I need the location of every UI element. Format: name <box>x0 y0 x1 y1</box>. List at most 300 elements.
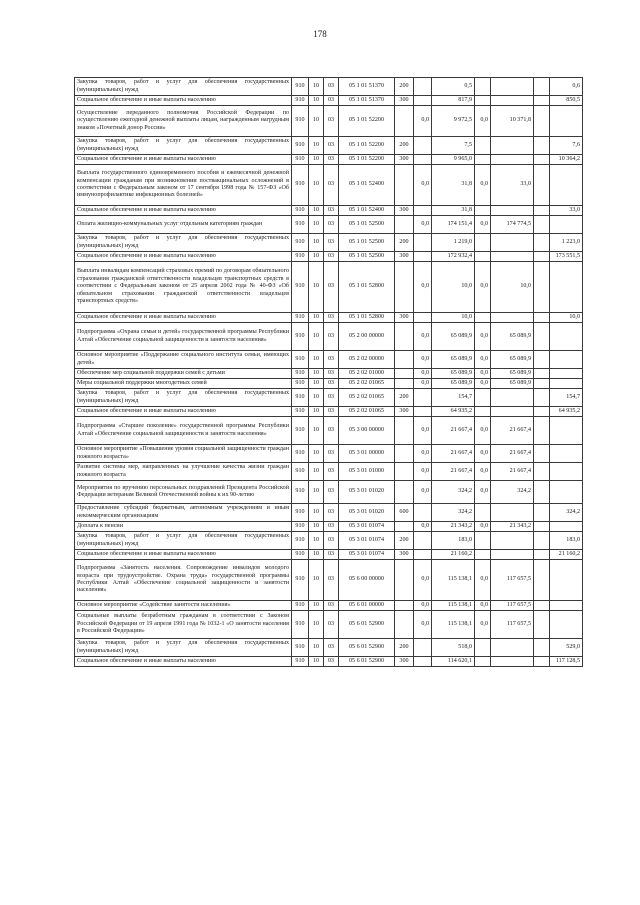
page-number: 178 <box>313 29 327 39</box>
cell-amount-5 <box>534 216 550 234</box>
cell-amount-2: 174 151,4 <box>432 216 475 234</box>
cell-expense-type <box>395 611 414 639</box>
cell-amount-3 <box>475 550 491 560</box>
cell-target-article: 05 3 01 01000 <box>339 463 395 481</box>
cell-amount-1: 0,0 <box>414 445 432 463</box>
cell-subsection: 03 <box>324 379 339 389</box>
cell-amount-1 <box>414 206 432 216</box>
cell-amount-6: 529,0 <box>550 639 583 657</box>
cell-grbs: 910 <box>292 351 309 369</box>
table-row <box>75 657 583 667</box>
cell-subsection: 03 <box>324 313 339 323</box>
cell-amount-4: 117 657,5 <box>491 601 534 611</box>
cell-expense-type <box>395 106 414 137</box>
cell-name: Закупка товаров, работ и услуг для обеспечения государственных (муниципальных) нужд <box>75 137 292 155</box>
cell-amount-5 <box>534 234 550 252</box>
cell-amount-5 <box>534 417 550 445</box>
cell-amount-5 <box>534 78 550 96</box>
cell-amount-5 <box>534 252 550 262</box>
cell-amount-1 <box>414 96 432 106</box>
cell-grbs: 910 <box>292 560 309 601</box>
cell-grbs: 910 <box>292 639 309 657</box>
cell-amount-4 <box>491 96 534 106</box>
cell-name: Выплата государственного единовременного пособия и ежемесячной денежной компенсации гражданам при возникновении поствакцинальных осложнений в соответствии с Федеральным законом от 17 сентября 1998 года № 157-ФЗ «Об иммунопрофилактике инфекционных болезней» <box>75 165 292 206</box>
cell-amount-4 <box>491 532 534 550</box>
cell-section: 10 <box>309 351 324 369</box>
cell-amount-4: 21 343,2 <box>491 522 534 532</box>
cell-section: 10 <box>309 639 324 657</box>
cell-amount-3: 0,0 <box>475 262 491 313</box>
cell-section: 10 <box>309 155 324 165</box>
cell-subsection: 03 <box>324 234 339 252</box>
cell-amount-1: 0,0 <box>414 417 432 445</box>
table-row <box>75 639 583 657</box>
cell-section: 10 <box>309 522 324 532</box>
cell-amount-3: 0,0 <box>475 601 491 611</box>
cell-expense-type <box>395 463 414 481</box>
cell-subsection: 03 <box>324 657 339 667</box>
cell-name: Развитие системы мер, направленных на улучшение качества жизни граждан пожилого возраста <box>75 463 292 481</box>
cell-amount-4: 65 089,9 <box>491 379 534 389</box>
cell-amount-6 <box>550 262 583 313</box>
cell-amount-3: 0,0 <box>475 369 491 379</box>
cell-expense-type: 300 <box>395 252 414 262</box>
cell-amount-2: 154,7 <box>432 389 475 407</box>
cell-grbs: 910 <box>292 369 309 379</box>
cell-subsection: 03 <box>324 262 339 313</box>
cell-amount-1 <box>414 550 432 560</box>
cell-expense-type: 300 <box>395 96 414 106</box>
cell-section: 10 <box>309 481 324 504</box>
cell-expense-type <box>395 165 414 206</box>
cell-target-article: 05 1 01 52800 <box>339 313 395 323</box>
cell-amount-5 <box>534 463 550 481</box>
cell-amount-5 <box>534 532 550 550</box>
cell-amount-5 <box>534 262 550 313</box>
cell-name: Основное мероприятие «Содействие занятости населения» <box>75 601 292 611</box>
cell-amount-6 <box>550 369 583 379</box>
cell-grbs: 910 <box>292 504 309 522</box>
cell-amount-2: 10,0 <box>432 313 475 323</box>
cell-subsection: 03 <box>324 560 339 601</box>
cell-amount-2: 31,8 <box>432 206 475 216</box>
cell-amount-3 <box>475 234 491 252</box>
cell-target-article: 05 6 01 52900 <box>339 611 395 639</box>
cell-target-article: 05 6 01 00000 <box>339 601 395 611</box>
cell-subsection: 03 <box>324 106 339 137</box>
cell-amount-5 <box>534 379 550 389</box>
table-row <box>75 379 583 389</box>
cell-target-article: 05 3 01 01074 <box>339 550 395 560</box>
cell-section: 10 <box>309 96 324 106</box>
cell-subsection: 03 <box>324 389 339 407</box>
cell-amount-4: 21 667,4 <box>491 445 534 463</box>
cell-name: Подпрограмма «Охрана семьи и детей» государственной программы Республики Алтай «Обеспечение социальной защищенности и занятости населения» <box>75 323 292 351</box>
cell-subsection: 03 <box>324 206 339 216</box>
cell-name: Закупка товаров, работ и услуг для обеспечения государственных (муниципальных) нужд <box>75 639 292 657</box>
cell-amount-3: 0,0 <box>475 611 491 639</box>
cell-amount-6 <box>550 379 583 389</box>
cell-subsection: 03 <box>324 165 339 206</box>
cell-grbs: 910 <box>292 137 309 155</box>
cell-amount-2: 21 343,2 <box>432 522 475 532</box>
cell-subsection: 03 <box>324 550 339 560</box>
cell-amount-6 <box>550 522 583 532</box>
cell-section: 10 <box>309 323 324 351</box>
cell-amount-4 <box>491 407 534 417</box>
cell-grbs: 910 <box>292 252 309 262</box>
cell-subsection: 03 <box>324 611 339 639</box>
cell-section: 10 <box>309 379 324 389</box>
cell-amount-6 <box>550 445 583 463</box>
cell-grbs: 910 <box>292 550 309 560</box>
cell-subsection: 03 <box>324 369 339 379</box>
table-row <box>75 137 583 155</box>
cell-amount-6: 7,6 <box>550 137 583 155</box>
cell-amount-5 <box>534 389 550 407</box>
table-row <box>75 560 583 601</box>
cell-amount-1 <box>414 78 432 96</box>
cell-amount-2: 7,5 <box>432 137 475 155</box>
cell-amount-4 <box>491 252 534 262</box>
cell-grbs: 910 <box>292 407 309 417</box>
cell-amount-6: 183,0 <box>550 532 583 550</box>
cell-expense-type: 300 <box>395 206 414 216</box>
cell-amount-1 <box>414 532 432 550</box>
cell-amount-5 <box>534 137 550 155</box>
cell-amount-6 <box>550 323 583 351</box>
cell-amount-2: 9 965,0 <box>432 155 475 165</box>
cell-amount-4 <box>491 313 534 323</box>
cell-subsection: 03 <box>324 155 339 165</box>
cell-grbs: 910 <box>292 611 309 639</box>
cell-expense-type <box>395 379 414 389</box>
cell-amount-3 <box>475 206 491 216</box>
table-row <box>75 417 583 445</box>
cell-amount-5 <box>534 522 550 532</box>
cell-amount-4 <box>491 389 534 407</box>
cell-amount-1: 0,0 <box>414 106 432 137</box>
cell-amount-1 <box>414 639 432 657</box>
cell-grbs: 910 <box>292 106 309 137</box>
cell-target-article: 05 1 01 52400 <box>339 206 395 216</box>
cell-expense-type <box>395 417 414 445</box>
cell-amount-1: 0,0 <box>414 379 432 389</box>
cell-target-article: 05 1 01 52400 <box>339 165 395 206</box>
cell-amount-6: 1 223,0 <box>550 234 583 252</box>
cell-name: Социальное обеспечение и иные выплаты населению <box>75 155 292 165</box>
cell-amount-6: 850,5 <box>550 96 583 106</box>
table-row <box>75 369 583 379</box>
cell-amount-3 <box>475 313 491 323</box>
cell-amount-2: 114 620,1 <box>432 657 475 667</box>
cell-amount-2: 21 667,4 <box>432 463 475 481</box>
cell-amount-3: 0,0 <box>475 351 491 369</box>
table-row <box>75 522 583 532</box>
table-row <box>75 481 583 504</box>
cell-name: Социальное обеспечение и иные выплаты населению <box>75 252 292 262</box>
cell-amount-1 <box>414 155 432 165</box>
cell-target-article: 05 2 02 00000 <box>339 351 395 369</box>
cell-name: Подпрограмма «Занятость населения. Сопровождение инвалидов молодого возраста при трудоустройстве. Охрана труда» государственной программы Республики Алтай «Обеспечение социальной защищенности и занятости населения» <box>75 560 292 601</box>
cell-amount-5 <box>534 206 550 216</box>
cell-name: Мероприятия по вручению персональных поздравлений Президента Российской Федерации ветеранам Великой Отечественной войны к их 90-летию <box>75 481 292 504</box>
cell-name: Предоставление субсидий бюджетным, автономным учреждениям и иным некоммерческим организациям <box>75 504 292 522</box>
cell-subsection: 03 <box>324 252 339 262</box>
cell-target-article: 05 1 01 52800 <box>339 262 395 313</box>
cell-section: 10 <box>309 657 324 667</box>
table-row <box>75 463 583 481</box>
cell-name: Обеспечение мер социальной поддержки семей с детьми <box>75 369 292 379</box>
cell-amount-1: 0,0 <box>414 369 432 379</box>
cell-amount-3: 0,0 <box>475 417 491 445</box>
cell-amount-2: 65 089,9 <box>432 379 475 389</box>
cell-amount-2: 817,9 <box>432 96 475 106</box>
cell-grbs: 910 <box>292 234 309 252</box>
cell-expense-type: 300 <box>395 155 414 165</box>
cell-grbs: 910 <box>292 522 309 532</box>
cell-grbs: 910 <box>292 532 309 550</box>
cell-expense-type: 200 <box>395 234 414 252</box>
cell-amount-1: 0,0 <box>414 522 432 532</box>
cell-amount-5 <box>534 106 550 137</box>
cell-amount-6 <box>550 417 583 445</box>
cell-amount-2: 518,0 <box>432 639 475 657</box>
cell-section: 10 <box>309 463 324 481</box>
cell-amount-4: 21 667,4 <box>491 417 534 445</box>
cell-amount-6 <box>550 165 583 206</box>
cell-amount-5 <box>534 601 550 611</box>
cell-subsection: 03 <box>324 323 339 351</box>
cell-amount-3 <box>475 639 491 657</box>
cell-target-article: 05 1 01 52200 <box>339 106 395 137</box>
cell-amount-6: 21 160,2 <box>550 550 583 560</box>
cell-subsection: 03 <box>324 532 339 550</box>
cell-amount-4: 117 657,5 <box>491 611 534 639</box>
cell-amount-2: 10,0 <box>432 262 475 313</box>
cell-amount-3: 0,0 <box>475 216 491 234</box>
cell-amount-5 <box>534 481 550 504</box>
cell-amount-5 <box>534 351 550 369</box>
cell-section: 10 <box>309 369 324 379</box>
cell-name: Закупка товаров, работ и услуг для обеспечения государственных (муниципальных) нужд <box>75 234 292 252</box>
cell-amount-3: 0,0 <box>475 481 491 504</box>
cell-target-article: 05 3 01 00000 <box>339 445 395 463</box>
cell-subsection: 03 <box>324 445 339 463</box>
cell-target-article: 05 3 01 01020 <box>339 504 395 522</box>
cell-amount-6 <box>550 601 583 611</box>
cell-target-article: 05 1 01 52500 <box>339 252 395 262</box>
cell-name: Социальное обеспечение и иные выплаты населению <box>75 96 292 106</box>
cell-name: Основное мероприятие «Поддержание социального института семьи, имеющих детей» <box>75 351 292 369</box>
cell-expense-type: 200 <box>395 532 414 550</box>
cell-amount-2: 21 160,2 <box>432 550 475 560</box>
cell-amount-4: 324,2 <box>491 481 534 504</box>
cell-amount-4: 65 089,9 <box>491 369 534 379</box>
cell-name: Основное мероприятие «Повышение уровня социальной защищенности граждан пожилого возраста» <box>75 445 292 463</box>
cell-grbs: 910 <box>292 323 309 351</box>
cell-target-article: 05 1 01 52200 <box>339 155 395 165</box>
cell-amount-2: 0,5 <box>432 78 475 96</box>
cell-name: Закупка товаров, работ и услуг для обеспечения государственных (муниципальных) нужд <box>75 78 292 96</box>
cell-amount-1 <box>414 252 432 262</box>
cell-grbs: 910 <box>292 78 309 96</box>
table-row <box>75 407 583 417</box>
cell-amount-4: 65 089,9 <box>491 351 534 369</box>
cell-amount-1 <box>414 234 432 252</box>
cell-grbs: 910 <box>292 445 309 463</box>
cell-amount-2: 1 219,0 <box>432 234 475 252</box>
cell-amount-5 <box>534 611 550 639</box>
cell-amount-6 <box>550 481 583 504</box>
cell-amount-1: 0,0 <box>414 351 432 369</box>
cell-amount-3 <box>475 155 491 165</box>
cell-name: Доплата к пенсии <box>75 522 292 532</box>
cell-amount-1: 0,0 <box>414 165 432 206</box>
cell-amount-3: 0,0 <box>475 560 491 601</box>
cell-amount-4 <box>491 550 534 560</box>
cell-grbs: 910 <box>292 206 309 216</box>
cell-amount-3: 0,0 <box>475 522 491 532</box>
cell-subsection: 03 <box>324 417 339 445</box>
cell-section: 10 <box>309 262 324 313</box>
cell-amount-2: 183,0 <box>432 532 475 550</box>
cell-amount-5 <box>534 504 550 522</box>
cell-section: 10 <box>309 106 324 137</box>
table-row <box>75 96 583 106</box>
cell-amount-4: 10,0 <box>491 262 534 313</box>
table-row <box>75 106 583 137</box>
cell-name: Социальное обеспечение и иные выплаты населению <box>75 313 292 323</box>
table-row <box>75 601 583 611</box>
table-row <box>75 351 583 369</box>
table-row <box>75 445 583 463</box>
cell-amount-3: 0,0 <box>475 323 491 351</box>
cell-target-article: 05 2 00 00000 <box>339 323 395 351</box>
cell-grbs: 910 <box>292 262 309 313</box>
cell-subsection: 03 <box>324 504 339 522</box>
cell-expense-type <box>395 262 414 313</box>
cell-amount-2: 115 138,1 <box>432 560 475 601</box>
cell-amount-6: 10 364,2 <box>550 155 583 165</box>
table-row <box>75 206 583 216</box>
table-row <box>75 155 583 165</box>
cell-name: Социальное обеспечение и иные выплаты населению <box>75 407 292 417</box>
cell-amount-6: 117 128,5 <box>550 657 583 667</box>
cell-amount-2: 65 089,9 <box>432 351 475 369</box>
cell-grbs: 910 <box>292 463 309 481</box>
cell-amount-2: 324,2 <box>432 481 475 504</box>
cell-amount-1: 0,0 <box>414 323 432 351</box>
cell-target-article: 05 3 01 01074 <box>339 522 395 532</box>
cell-expense-type: 300 <box>395 657 414 667</box>
cell-section: 10 <box>309 78 324 96</box>
cell-subsection: 03 <box>324 481 339 504</box>
cell-amount-4: 65 089,9 <box>491 323 534 351</box>
cell-name: Закупка товаров, работ и услуг для обеспечения государственных (муниципальных) нужд <box>75 532 292 550</box>
cell-amount-4: 33,0 <box>491 165 534 206</box>
cell-amount-1 <box>414 657 432 667</box>
cell-target-article: 05 2 02 01000 <box>339 369 395 379</box>
cell-expense-type <box>395 216 414 234</box>
cell-section: 10 <box>309 560 324 601</box>
cell-amount-4 <box>491 206 534 216</box>
cell-amount-2: 9 972,5 <box>432 106 475 137</box>
cell-amount-2: 21 667,4 <box>432 445 475 463</box>
table-row <box>75 216 583 234</box>
cell-expense-type <box>395 445 414 463</box>
cell-name: Выплата инвалидам компенсаций страховых премий по договорам обязательного страхования гражданской ответственности владельцев транспортных средств в соответствии с Федеральным законом от 25 апреля 2002 года № 40-ФЗ «Об обязательном страховании гражданской ответственности владельцев транспортных средств» <box>75 262 292 313</box>
cell-name: Осуществление переданного полномочия Российской Федерации по осуществлению ежегодной денежной выплаты лицам, награжденным нагрудным знаком «Почетный донор России» <box>75 106 292 137</box>
cell-amount-1: 0,0 <box>414 463 432 481</box>
cell-amount-4 <box>491 504 534 522</box>
cell-grbs: 910 <box>292 481 309 504</box>
cell-target-article: 05 6 01 52900 <box>339 657 395 667</box>
cell-section: 10 <box>309 601 324 611</box>
cell-amount-6: 324,2 <box>550 504 583 522</box>
table-row <box>75 262 583 313</box>
cell-expense-type <box>395 601 414 611</box>
cell-expense-type: 300 <box>395 407 414 417</box>
cell-name: Закупка товаров, работ и услуг для обеспечения государственных (муниципальных) нужд <box>75 389 292 407</box>
cell-target-article: 05 2 02 01065 <box>339 379 395 389</box>
cell-amount-2: 21 667,4 <box>432 417 475 445</box>
cell-target-article: 05 2 02 01065 <box>339 407 395 417</box>
cell-name: Социальные выплаты безработным гражданам в соответствии с Законом Российской Федерации от 19 апреля 1991 года № 1032-1 «О занятости населения в Российской Федерации» <box>75 611 292 639</box>
cell-expense-type: 200 <box>395 639 414 657</box>
cell-amount-6 <box>550 106 583 137</box>
cell-amount-6 <box>550 216 583 234</box>
cell-target-article: 05 3 00 00000 <box>339 417 395 445</box>
cell-section: 10 <box>309 532 324 550</box>
cell-expense-type: 300 <box>395 550 414 560</box>
cell-subsection: 03 <box>324 407 339 417</box>
cell-target-article: 05 1 01 52500 <box>339 216 395 234</box>
cell-amount-3: 0,0 <box>475 165 491 206</box>
cell-amount-6 <box>550 463 583 481</box>
cell-target-article: 05 2 02 01065 <box>339 389 395 407</box>
cell-amount-5 <box>534 323 550 351</box>
cell-expense-type: 600 <box>395 504 414 522</box>
cell-amount-1 <box>414 389 432 407</box>
cell-amount-5 <box>534 657 550 667</box>
cell-amount-6 <box>550 560 583 601</box>
cell-amount-5 <box>534 96 550 106</box>
cell-subsection: 03 <box>324 522 339 532</box>
cell-section: 10 <box>309 137 324 155</box>
cell-target-article: 05 1 01 51370 <box>339 78 395 96</box>
cell-amount-1: 0,0 <box>414 560 432 601</box>
cell-target-article: 05 3 01 01074 <box>339 532 395 550</box>
cell-amount-6: 64 935,2 <box>550 407 583 417</box>
cell-amount-3 <box>475 252 491 262</box>
cell-amount-4 <box>491 639 534 657</box>
cell-grbs: 910 <box>292 601 309 611</box>
cell-amount-5 <box>534 155 550 165</box>
cell-amount-5 <box>534 550 550 560</box>
cell-amount-4 <box>491 234 534 252</box>
cell-section: 10 <box>309 234 324 252</box>
table-row <box>75 234 583 252</box>
cell-section: 10 <box>309 313 324 323</box>
cell-section: 10 <box>309 445 324 463</box>
cell-amount-4 <box>491 155 534 165</box>
cell-amount-3: 0,0 <box>475 445 491 463</box>
cell-expense-type <box>395 323 414 351</box>
table-row <box>75 550 583 560</box>
cell-subsection: 03 <box>324 216 339 234</box>
cell-amount-2: 65 089,9 <box>432 369 475 379</box>
